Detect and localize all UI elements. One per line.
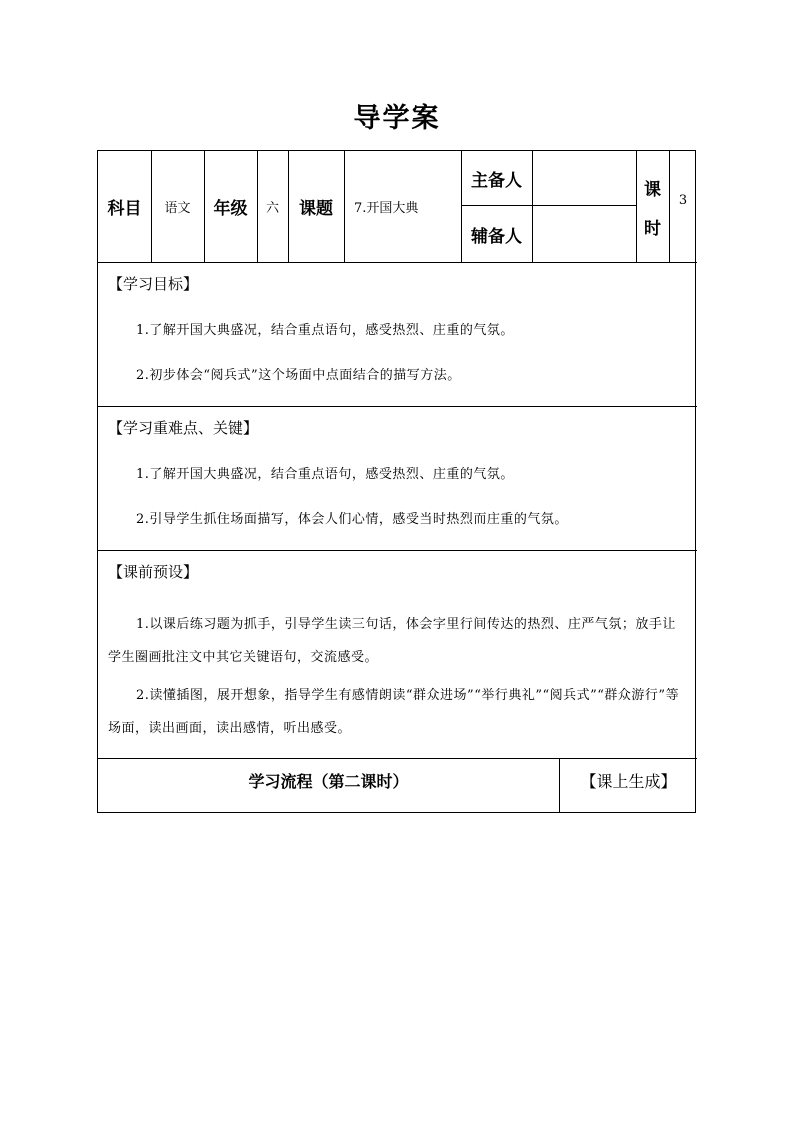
keypoint-item-2: 2.引导学生抓住场面描写，体会人们心情，感受当时热烈而庄重的气氛。	[136, 512, 568, 527]
topic-label: 课题	[299, 199, 333, 219]
topic-value: 7.开国大典	[354, 201, 419, 216]
subject-value: 语文	[164, 201, 191, 216]
objective-item-2: 2.初步体会“阅兵式”这个场面中点面结合的描写方法。	[136, 368, 461, 383]
grade-value: 六	[265, 201, 279, 216]
preparer-value	[532, 151, 636, 205]
class-generation-heading: 【课上生成】	[580, 772, 677, 791]
assistant-label: 辅备人	[471, 226, 522, 247]
preset-item-1: 1.以课后练习题为抓手，引导学生读三句话，体会字里行间传达的热烈、庄严气氛；放手让学生圈画批注文中其它关键语句，交流感受。	[108, 617, 676, 665]
period-value: 3	[678, 192, 688, 208]
period-label	[636, 151, 669, 262]
preset-item-2: 2.读懂插图，展开想象，指导学生有感情朗读“群众进场”“举行典礼”“阅兵式”“群众游行”等场面，读出画面，读出感情，听出感受。	[108, 688, 680, 736]
assistant-value	[532, 206, 636, 262]
document-title: 导学案	[353, 103, 441, 134]
keypoint-item-1: 1.了解开国大典盛况，结合重点语句，感受热烈、庄重的气氛。	[136, 467, 514, 482]
preset-heading: 【课前预设】	[108, 563, 199, 581]
objective-item-1: 1.了解开国大典盛况，结合重点语句，感受热烈、庄重的气氛。	[136, 323, 514, 338]
lesson-plan-table	[97, 150, 696, 813]
period-label-char-2: 时	[644, 218, 661, 239]
keypoints-section	[98, 407, 697, 550]
preset-section	[98, 551, 697, 758]
objectives-section	[98, 263, 697, 406]
keypoints-heading: 【学习重难点、关键】	[108, 419, 259, 437]
subject-label: 科目	[107, 199, 142, 219]
grade-label: 年级	[213, 199, 248, 219]
period-label-char-1: 课	[644, 179, 661, 200]
flow-title: 学习流程（第二课时）	[248, 772, 409, 791]
objectives-heading: 【学习目标】	[108, 275, 199, 293]
preparer-label: 主备人	[471, 170, 522, 191]
